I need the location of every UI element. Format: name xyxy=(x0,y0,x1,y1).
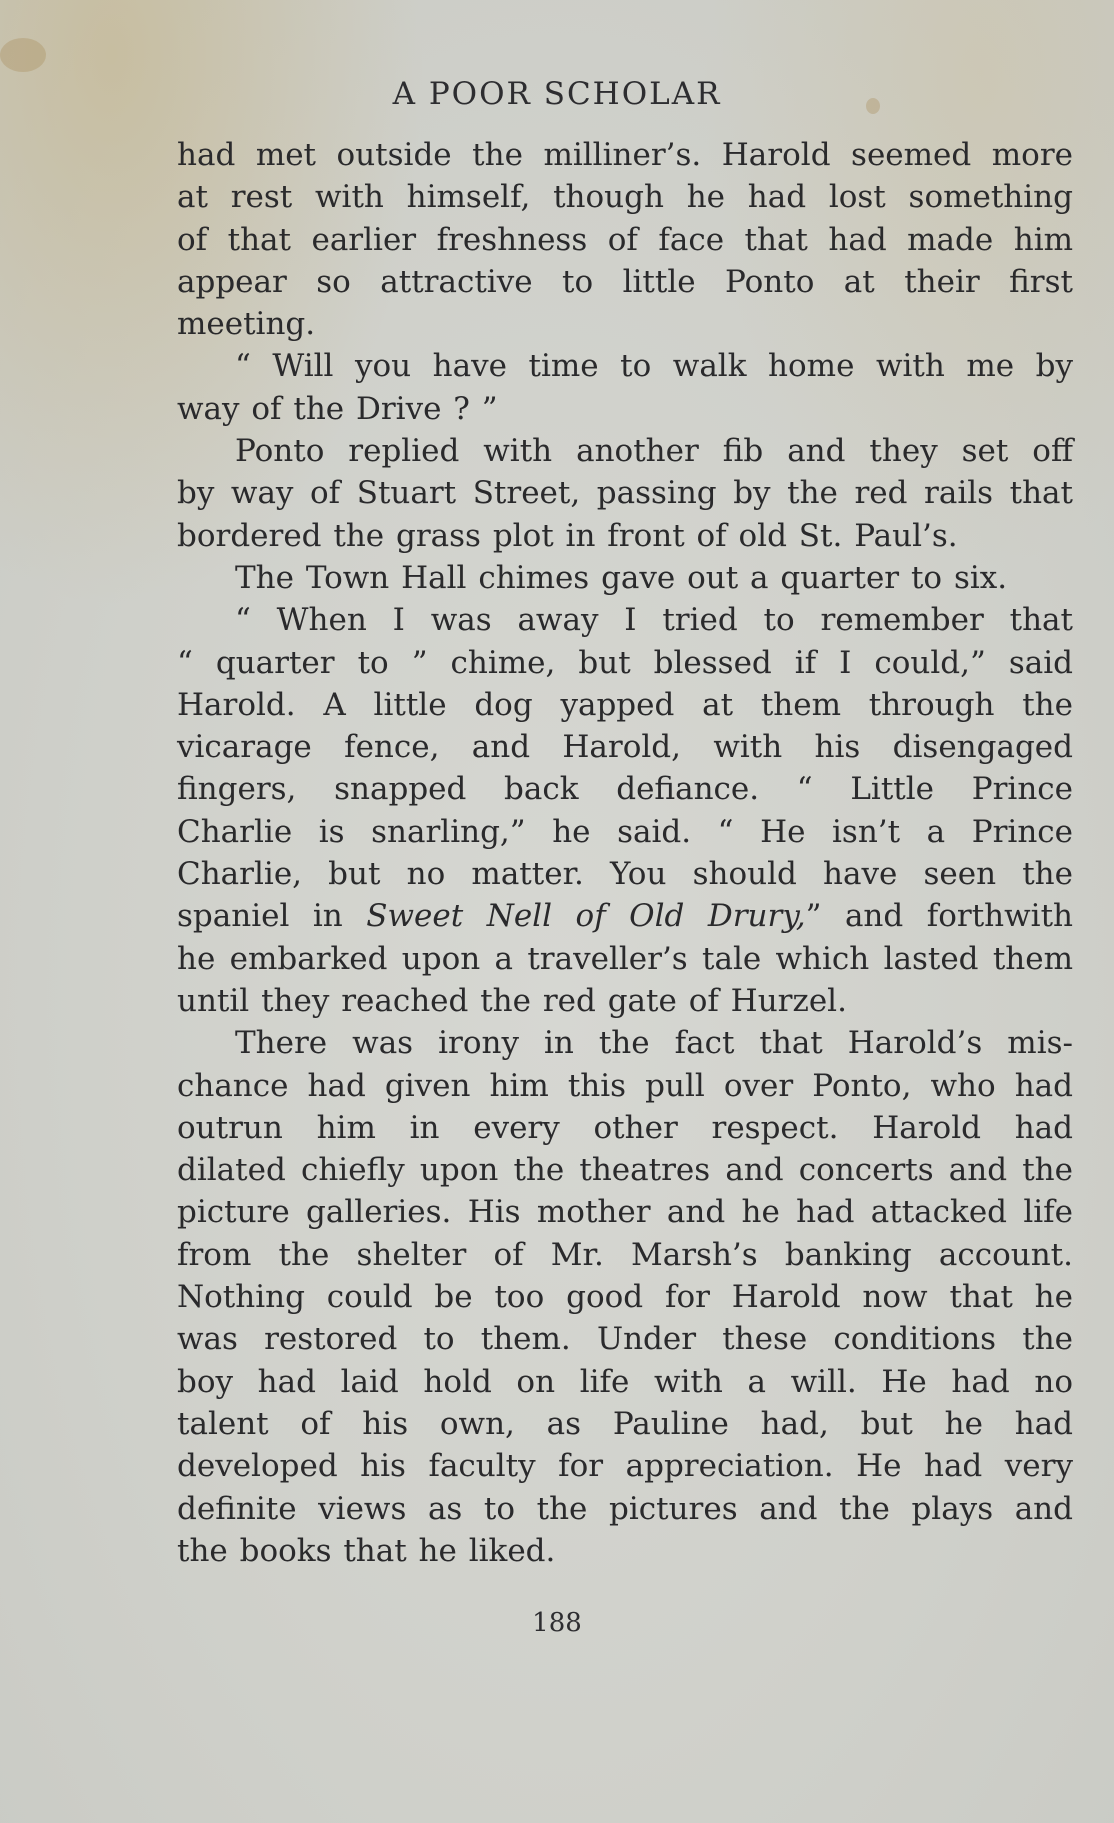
running-head: A POOR SCHOLAR xyxy=(392,76,722,112)
text-line: “ When I was away I tried to remember that xyxy=(235,602,1073,639)
text-line: dilated chiefly upon the theatres and concerts and the xyxy=(177,1152,1073,1189)
text-line: was restored to them. Under these conditions the xyxy=(177,1321,1073,1358)
text-line: of that earlier freshness of face that had made him xyxy=(177,221,1073,258)
text-line: until they reached the red gate of Hurzel. xyxy=(177,982,847,1019)
text-line: the books that he liked. xyxy=(177,1532,556,1569)
text-line: fingers, snapped back defiance. “ Little Prince xyxy=(177,771,1073,808)
text-line: meeting. xyxy=(177,306,316,343)
page-number: 188 xyxy=(532,1608,582,1638)
text-line: vicarage fence, and Harold, with his disengaged xyxy=(177,729,1073,766)
text-line: picture galleries. His mother and he had attacked life xyxy=(177,1194,1073,1231)
text-line: talent of his own, as Pauline had, but he had xyxy=(177,1405,1073,1442)
text-line: definite views as to the pictures and the plays and xyxy=(177,1490,1073,1527)
text-line: appear so attractive to little Ponto at their first xyxy=(177,263,1073,300)
text-line: Nothing could be too good for Harold now that he xyxy=(177,1279,1073,1316)
text-line: by way of Stuart Street, passing by the red rails that xyxy=(177,475,1073,512)
text-line: There was irony in the fact that Harold’s mis- xyxy=(235,1025,1073,1062)
text-line: The Town Hall chimes gave out a quarter to six. xyxy=(235,559,1008,596)
text-line: from the shelter of Mr. Marsh’s banking account. xyxy=(177,1236,1073,1273)
text-line: Ponto replied with another fib and they set off xyxy=(235,433,1073,470)
text-line: at rest with himself, though he had lost something xyxy=(177,179,1073,216)
text-line: boy had laid hold on life with a will. He had no xyxy=(177,1363,1073,1400)
text-line: outrun him in every other respect. Harold had xyxy=(177,1109,1073,1146)
text-line: Harold. A little dog yapped at them through the xyxy=(177,686,1073,723)
text-line: developed his faculty for appreciation. He had very xyxy=(177,1448,1073,1485)
text-line: chance had given him this pull over Ponto, who had xyxy=(177,1067,1073,1104)
text-line: Charlie, but no matter. You should have seen the xyxy=(177,856,1073,893)
body-text xyxy=(177,134,1073,1572)
text-line: bordered the grass plot in front of old St. Paul’s. xyxy=(177,517,958,554)
paper-stain xyxy=(0,38,46,72)
text-line: he embarked upon a traveller’s tale which lasted them xyxy=(177,940,1073,977)
text-line: “ quarter to ” chime, but blessed if I could,” said xyxy=(177,644,1073,681)
text-line: “ Will you have time to walk home with me by xyxy=(235,348,1073,385)
text-line: way of the Drive ? ” xyxy=(177,390,498,427)
text-line: had met outside the milliner’s. Harold seemed more xyxy=(177,137,1073,173)
text-line: Charlie is snarling,” he said. “ He isn’t a Prince xyxy=(177,813,1073,850)
text-line: spaniel in Sweet Nell of Old Drury,” and forthwith xyxy=(177,898,1073,935)
